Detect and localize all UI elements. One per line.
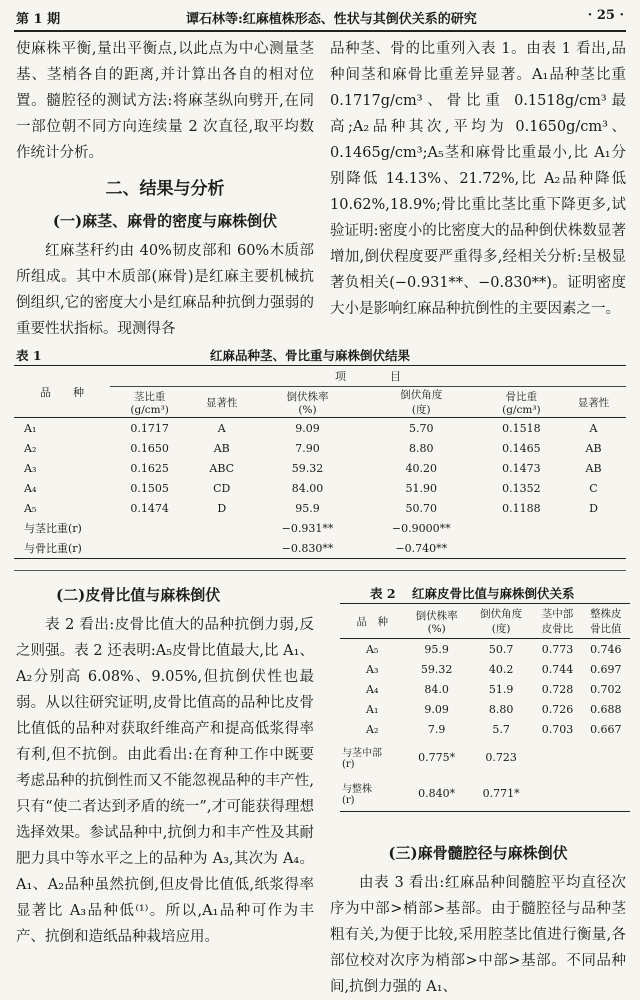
table1-col-header: 倒伏角度 (度) [361,387,482,418]
row-label: 与骨比重(r) [14,538,110,559]
subheading-bark-ratio: (二)皮骨比值与麻株倒伏 [56,586,221,604]
table-cell: 0.1650 [130,441,169,455]
table1-variety-header: 品 种 [14,366,110,418]
table1-group-header: 项 目 [110,366,626,387]
table-row [340,719,630,739]
table-cell: 8.80 [488,702,514,716]
paragraph-pith: 由表 3 看出:红麻品种间髓腔平均直径次序为中部>梢部>基部。由于髓腔径与品种茎粗有关,为便于比较,采用腔茎比值进行衡量,各部位校对次序为梢部>中部>基部。不同品种间,抗倒力强的 A₁、 [330,875,626,995]
row-label: A₅ [366,642,379,656]
table-cell: 0.840* [404,775,468,812]
row-label: A₃ [24,461,37,475]
table-cell: 0.1188 [502,501,541,515]
table-cell [582,739,630,775]
table-cell: 0.744 [541,662,574,676]
table-cell [110,538,189,559]
table-cell: 7.90 [295,441,320,455]
table-row [14,438,626,458]
running-header [16,8,624,28]
paragraph-method: 使麻株平衡,量出平衡点,以此点为中心测量茎基、茎梢各自的距离,并计算出各自的相对位置。髓腔径的测试方法:将麻茎纵向劈开,在同一部位朝不同方向连续量 2 次直径,取平均数作统计分析。 [16,41,314,161]
table1-label: 表 1 [16,348,42,363]
table-row [14,478,626,498]
row-label: 与整株 (r) [340,775,404,812]
table1-caption: 红麻品种茎、骨比重与麻株倒伏结果 [210,348,411,363]
page-number: · 25 · [587,8,624,23]
paragraph-bark-ratio: 表 2 看出:皮骨比值大的品种抗倒力弱,反之则强。表 2 还表明:A₅皮骨比值最大,比 A₁、A₂分别高 6.08%、9.05%,但抗倒伏性也最弱。从以往研究证明,皮骨比值高的品种比皮骨比值低的品种对获取纤维高产和提高低浆得率有利,但不抗倒。由此看出:在育种工作中既要考虑品种的抗倒性而又不能忽视品种的丰产性,只有“使二者达到矛盾的统一”,才可能获得理想选择效果。参试品种中,抗倒力和丰产性及其耐肥力具中等水平之上的品种为 A₃,其次为 A₄。A₁、A₂品种虽然抗倒,但皮骨比值低,纸浆得率显著比 A₃品种低⁽¹⁾。所以,A₁品种可作为丰产、抗倒和造纸品种栽培应用。 [16,617,314,945]
table-row [14,538,626,559]
running-title: 谭石林等:红麻植株形态、性状与其倒伏关系的研究 [186,12,477,27]
table1-col-header: 显著性 [189,387,254,418]
row-label: 与茎中部 (r) [342,748,382,770]
table-cell [533,739,581,775]
row-label: A₅ [24,501,37,515]
table-cell: 0.1717 [130,421,169,435]
table-cell: 0.1473 [502,461,541,475]
table-cell: 84.00 [291,481,324,495]
table-row [14,458,626,478]
table1-col-header: 显著性 [561,387,626,418]
table-cell: 0.688 [590,702,622,716]
paragraph-density-cont: 品种茎、骨的比重列入表 1。由表 1 看出,品种间茎和麻骨比重差异显著。A₁品种茎比重 0.1717g/cm³、骨比重 0.1518g/cm³最高;A₂品种其次,平均为 0.1650g/cm³、0.1465g/cm³;A₅茎和麻骨比重最小,比 A₁分别降低 14.13%、21.72%,比 A₂品种降低 10.62%,18.9%;骨比重比茎比重下降更多,试验证明:密度小的比密度大的品种倒伏株数显著增加,倒伏程度要严重得多,经相关分析:呈极显著负相关(−0.931**、−0.830**)。证明密度大小是影响红麻品种抗倒性的主要因素之一。 [330,41,626,317]
row-label: 与茎比重(r) [24,522,82,535]
row-label: A₃ [366,662,379,676]
table2-col-header: 倒伏株率 (%) [404,604,468,639]
table1-col-header: 骨比重 (g/cm³) [482,387,561,418]
table-cell: C [589,481,598,495]
table-row [14,518,626,538]
table-cell: −0.830** [254,538,361,559]
table-cell: 5.70 [408,421,434,435]
table-cell: 9.09 [424,702,449,716]
table-cell: 50.7 [488,642,514,656]
table-cell [561,518,626,538]
table-cell: 59.32 [291,461,324,475]
table-row [340,775,630,812]
table-row [14,418,626,439]
header-rule [14,30,626,32]
table-cell: AB [585,441,602,455]
row-label: A₂ [24,441,37,455]
table-cell: 0.702 [590,682,622,696]
table-cell: 50.70 [405,501,437,515]
table-row [340,659,630,679]
table-cell [110,518,189,538]
table-cell: D [217,501,227,515]
row-label: A₄ [366,682,379,696]
table-cell [582,775,630,812]
table-cell: −0.931** [281,521,334,535]
table-cell: 0.726 [541,702,574,716]
table-cell: 0.1625 [130,461,169,475]
table2-col-header: 整株皮 骨比值 [582,604,630,639]
row-label: A₄ [24,481,37,495]
table-cell: CD [213,481,231,495]
row-label: A₁ [24,421,37,435]
table2-caption: 红麻皮骨比值与麻株倒伏关系 [412,586,575,601]
table-cell: A [217,421,226,435]
table-cell: 0.773 [541,642,574,656]
table-row [340,739,630,775]
table2 [340,603,630,812]
table-cell: AB [585,461,602,475]
table2-col-header: 品 种 [340,604,404,639]
row-label: A₁ [366,702,379,716]
table-cell: 7.9 [427,722,446,736]
table-cell: 0.728 [541,682,574,696]
left-column-top [16,36,314,342]
table-cell: 5.7 [492,722,510,736]
table-cell: 59.32 [420,662,453,676]
table-cell [482,518,561,538]
section-heading-results: 二、结果与分析 [105,179,225,199]
table-cell: 0.1518 [502,421,541,435]
table-cell: −0.740** [361,538,482,559]
table-cell: 95.9 [424,642,449,656]
table-cell: −0.9000** [391,521,451,535]
table-cell: 0.1474 [130,501,169,515]
table-cell [482,538,561,559]
row-label: A₂ [366,722,379,736]
subheading-density: (一)麻茎、麻骨的密度与麻株倒伏 [52,212,278,230]
subheading-pith: (三)麻骨髓腔径与麻株倒伏 [388,844,568,862]
table-cell [189,518,254,538]
table2-body [340,639,630,812]
paragraph-density: 红麻茎秆约由 40%韧皮部和 60%木质部所组成。其中木质部(麻骨)是红麻主要机械抗倒组织,它的密度大小是红麻品种抗倒力强弱的重要性状指标。现测得各 [16,243,314,337]
table-cell: ABC [209,461,235,475]
table-cell: 0.697 [590,662,622,676]
table-cell: 0.775* [418,750,456,764]
right-column-top [330,36,626,322]
table-cell: 0.723 [485,750,517,764]
table1-col-header: 茎比重 (g/cm³) [110,387,189,418]
table-row [340,679,630,699]
table-cell: 84.0 [424,682,449,696]
table2-col-header: 茎中部 皮骨比 [533,604,581,639]
table2-label: 表 2 [370,586,396,601]
right-column-bottom [330,836,626,1000]
table-cell: 40.20 [405,461,437,475]
table-row [340,699,630,719]
table-cell [561,538,626,559]
left-column-bottom [16,578,314,950]
table-cell: 0.771* [469,775,533,812]
table-cell: D [589,501,598,515]
table-cell: 0.703 [541,722,574,736]
table-cell [189,538,254,559]
table1-col-header: 倒伏株率 (%) [254,387,361,418]
table-row [340,639,630,660]
table-cell: 0.1465 [502,441,541,455]
table-cell: 9.09 [295,421,320,435]
table1 [14,365,626,559]
issue-number: 第 1 期 [16,12,61,27]
table1-body [14,418,626,559]
table-cell: 0.746 [590,642,622,656]
table-cell: 0.667 [590,722,622,736]
table-cell: 8.80 [408,441,434,455]
table-cell: 51.9 [488,682,514,696]
table-cell: 0.1352 [502,481,541,495]
table-cell: A [589,421,598,435]
table-cell: 95.9 [295,501,320,515]
table-cell: 0.1505 [130,481,169,495]
section-divider [14,570,626,571]
table-cell: 51.90 [405,481,437,495]
table2-col-header: 倒伏角度 (度) [469,604,533,639]
table2-column-headers [340,604,630,639]
table-cell: 40.2 [488,662,514,676]
table-cell: AB [213,441,230,455]
table-row [14,498,626,518]
table-cell [533,775,581,812]
